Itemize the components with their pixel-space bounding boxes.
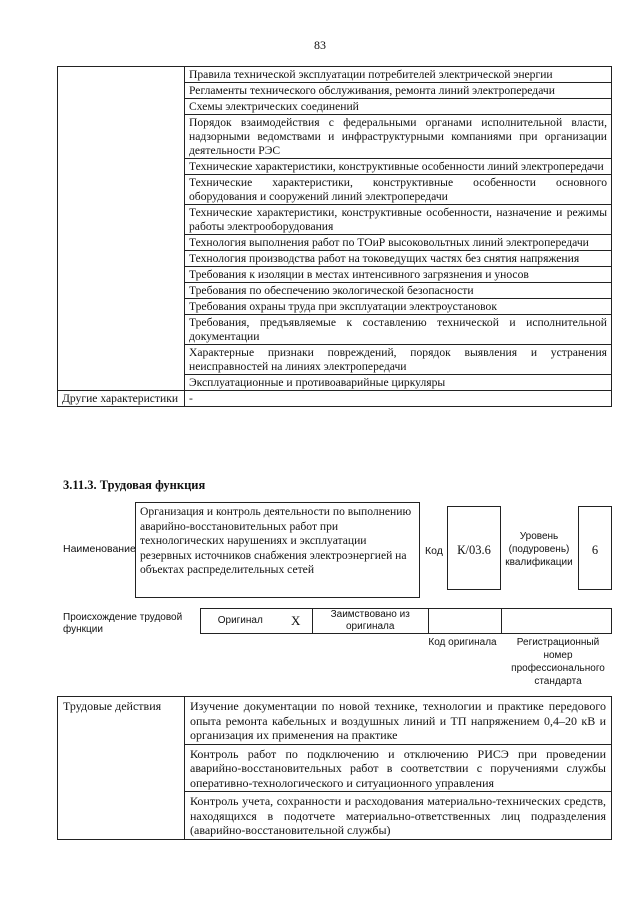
- knowledge-table: [57, 66, 612, 407]
- action-item: Контроль работ по подключению и отключению РИСЭ при проведении аварийно-восстановительных работ в соответствии с поручениями службы оперативно-технологического и ситуационного управления: [185, 744, 612, 792]
- origin-code-label: Код оригинала: [428, 637, 497, 648]
- function-code: К/03.6: [447, 506, 501, 590]
- knowledge-item: Схемы электрических соединений: [185, 99, 612, 115]
- origin-label: Происхождение трудовой функции: [63, 612, 183, 635]
- actions-table: [57, 696, 612, 840]
- knowledge-item: Регламенты технического обслуживания, ремонта линий электропередачи: [185, 83, 612, 99]
- function-name: Организация и контроль деятельности по выполнению аварийно-восстановительных работ при технологических нарушениях и эксплуатации резервных источников снабжения электроэнергией на объектах распределительных сетей: [135, 502, 420, 598]
- knowledge-item: Технология производства работ на токоведущих частях без снятия напряжения: [185, 251, 612, 267]
- knowledge-item: Технические характеристики, конструктивные особенности линий электропередачи: [185, 159, 612, 175]
- reg-number-cell: [502, 609, 612, 634]
- original-mark: X: [280, 609, 313, 634]
- knowledge-row: [58, 67, 612, 83]
- action-item: Контроль учета, сохранности и расходования материально-технических средств, находящихся в подотчете материально-ответственных лиц подразделения (аварийно-восстановительной службы): [185, 792, 612, 840]
- borrowed-label: Заимствовано из оригинала: [312, 609, 428, 634]
- actions-label: Трудовые действия: [58, 697, 185, 840]
- knowledge-item: Требования, предъявляемые к составлению технической и исполнительной документации: [185, 315, 612, 345]
- action-row: [58, 697, 612, 745]
- reg-number-label: Регистрационный номер профессионального стандарта: [511, 637, 605, 687]
- knowledge-item: Правила технической эксплуатации потребителей электрической энергии: [185, 67, 612, 83]
- action-item: Изучение документации по новой технике, технологии и практике передового опыта ремонта кабельных и воздушных линий и ТП напряжением 0,4–20 кВ и организация их применения на практике: [185, 697, 612, 745]
- knowledge-item: Требования охраны труда при эксплуатации электроустановок: [185, 299, 612, 315]
- knowledge-item: Требования к изоляции в местах интенсивного загрязнения и уносов: [185, 267, 612, 283]
- other-row: [58, 391, 612, 407]
- qualification-level-label: Уровень (подуровень) квалификации: [505, 531, 573, 568]
- qualification-level: 6: [578, 506, 612, 590]
- knowledge-label-cell: [58, 67, 185, 391]
- other-characteristics-value: -: [185, 391, 612, 407]
- knowledge-item: Характерные признаки повреждений, порядок выявления и устранения неисправностей на линиях электропередачи: [185, 345, 612, 375]
- origin-code-cell: [428, 609, 502, 634]
- knowledge-item: Эксплуатационные и противоаварийные циркуляры: [185, 375, 612, 391]
- name-label: Наименование: [63, 543, 136, 555]
- knowledge-item: Порядок взаимодействия с федеральными органами исполнительной власти, надзорными ведомствами и инфраструктурными компаниями при организации деятельности РЭС: [185, 115, 612, 159]
- original-label: Оригинал: [201, 609, 280, 634]
- code-label: Код: [425, 545, 443, 557]
- knowledge-item: Требования по обеспечению экологической безопасности: [185, 283, 612, 299]
- origin-table: [200, 608, 612, 634]
- knowledge-item: Технология выполнения работ по ТОиР высоковольтных линий электропередачи: [185, 235, 612, 251]
- page-number: 83: [314, 38, 326, 52]
- other-characteristics-label: Другие характеристики: [58, 391, 185, 407]
- section-title: 3.11.3. Трудовая функция: [63, 478, 206, 492]
- knowledge-item: Технические характеристики, конструктивные особенности основного оборудования и сооружений линий электропередачи: [185, 175, 612, 205]
- knowledge-item: Технические характеристики, конструктивные особенности, назначение и режимы работы электрооборудования: [185, 205, 612, 235]
